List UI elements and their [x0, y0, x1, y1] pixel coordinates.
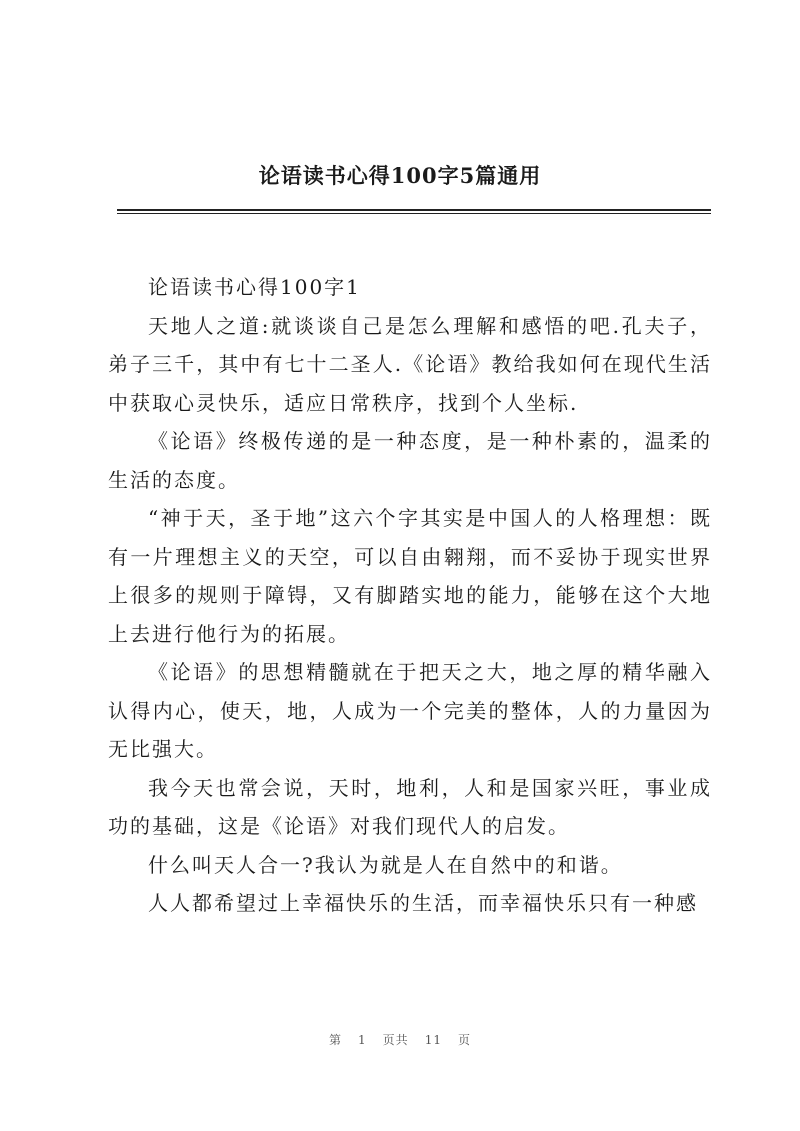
footer-label-end: 页 [457, 1033, 471, 1047]
paragraph: 人人都希望过上幸福快乐的生活，而幸福快乐只有一种感 [148, 891, 698, 915]
footer-current-page: 1 [358, 1033, 367, 1047]
paragraph: 《论语》的思想精髓就在于把天之大，地之厚的精华融入认得内心，使天，地，人成为一个完美的整体，人的力量因为无比强大。 [108, 660, 712, 761]
paragraph: “神于天，圣于地”这六个字其实是中国人的人格理想：既有一片理想主义的天空，可以自由翱翔，而不妥协于现实世界上很多的规则于障锝，又有脚踏实地的能力，能够在这个大地上去进行他行为的拓展。 [108, 506, 712, 646]
paragraph: 天地人之道:就谈谈自己是怎么理解和感悟的吧.孔夫子，弟子三千，其中有七十二圣人.《论语》教给我如何在现代生活中获取心灵快乐，适应日常秩序，找到个人坐标. [108, 313, 712, 415]
page-footer [0, 1031, 800, 1048]
document-body [108, 268, 712, 923]
document-title: 论语读书心得100字5篇通用 [258, 163, 542, 188]
footer-label-page: 第 [329, 1033, 343, 1047]
paragraph: 什么叫天人合一?我认为就是人在自然中的和谐。 [148, 852, 623, 877]
title-divider [117, 209, 711, 214]
paragraph: 我今天也常会说，天时，地利，人和是国家兴旺，事业成功的基础，这是《论语》对我们现代人的启发。 [108, 775, 712, 838]
footer-total-pages: 11 [424, 1033, 442, 1047]
footer-label-of: 页共 [382, 1033, 409, 1047]
section-heading: 论语读书心得100字1 [148, 275, 361, 299]
paragraph: 《论语》终极传递的是一种态度，是一种朴素的，温柔的生活的态度。 [108, 429, 712, 492]
